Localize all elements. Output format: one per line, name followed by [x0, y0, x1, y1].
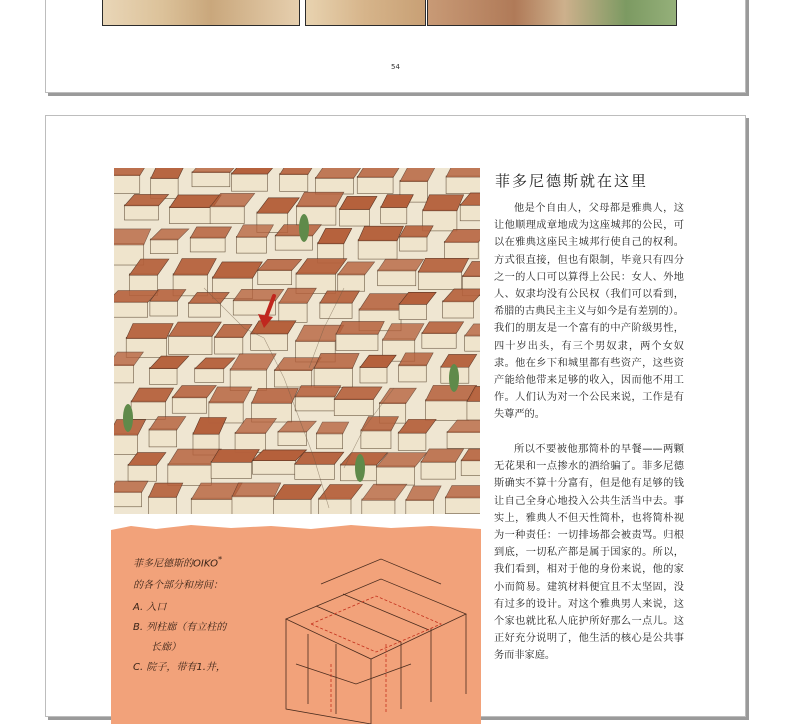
house-plan-panel [111, 524, 481, 724]
body-paragraph: 所以不要被他那简朴的早餐——两颗无花果和一点掺水的酒给骗了。菲多尼德斯确实不算十分富有，但是他有足够的钱让自己全身心地投入公共生活当中去。事实上，雅典人不但天性简朴，也将简朴视为一种责任：一切排场都会被责骂。归根到底，一切私产都是属于国家的。所以，我们看到，相对于他的身份来说，他的家小而简易。建筑材料便宜且不太坚固，没有过多的设计。对这个雅典男人来说，这个家也就比私人庇护所好那么一点儿。这正好充分说明了，他生活的核心是公共事务而非家庭。 [494, 444, 684, 662]
comic-panel-1 [102, 0, 300, 26]
town-rooftops-drawing [114, 168, 480, 514]
plan-subtitle: 的各个部分和房间： [133, 580, 223, 591]
body-paragraph: 他是个自由人，父母都是雅典人，这让他顺理成章地成为这座城邦的公民，可以在雅典这座民主城邦行使自己的权利。方式很直接，但也有限制，毕竟只有四分之一的人口可以算得上公民：女人、外地人、奴隶均没有公民权（我们可以看到，希腊的古典民主主义与如今是有差别的）。我们的朋友是一个富有的中产阶级男性，四十岁出头，有三个男奴隶，两个女奴隶。他在乡下和城里都有些资产，这些资产能给他带来足够的收入，因而他不用工作。人们认为对一个公民来说，工作是有失尊严的。 [494, 203, 684, 421]
plan-item-b-cont: 长廊） [151, 642, 181, 653]
plan-title: 菲多尼德斯的OIKO* [133, 554, 223, 570]
plan-item-c: C. 院子，带有1.井， [133, 662, 226, 673]
comic-panel-2 [305, 0, 426, 26]
previous-page [45, 0, 746, 93]
plan-item-b: B. 列柱廊（有立柱的 [133, 622, 227, 633]
town-illustration [114, 168, 480, 514]
section-heading: 菲多尼德斯就在这里 [495, 172, 649, 190]
comic-panel-3 [427, 0, 677, 26]
plan-item-a: A. 入口 [133, 602, 167, 613]
current-page [45, 115, 746, 717]
page-number: 54 [391, 63, 400, 71]
